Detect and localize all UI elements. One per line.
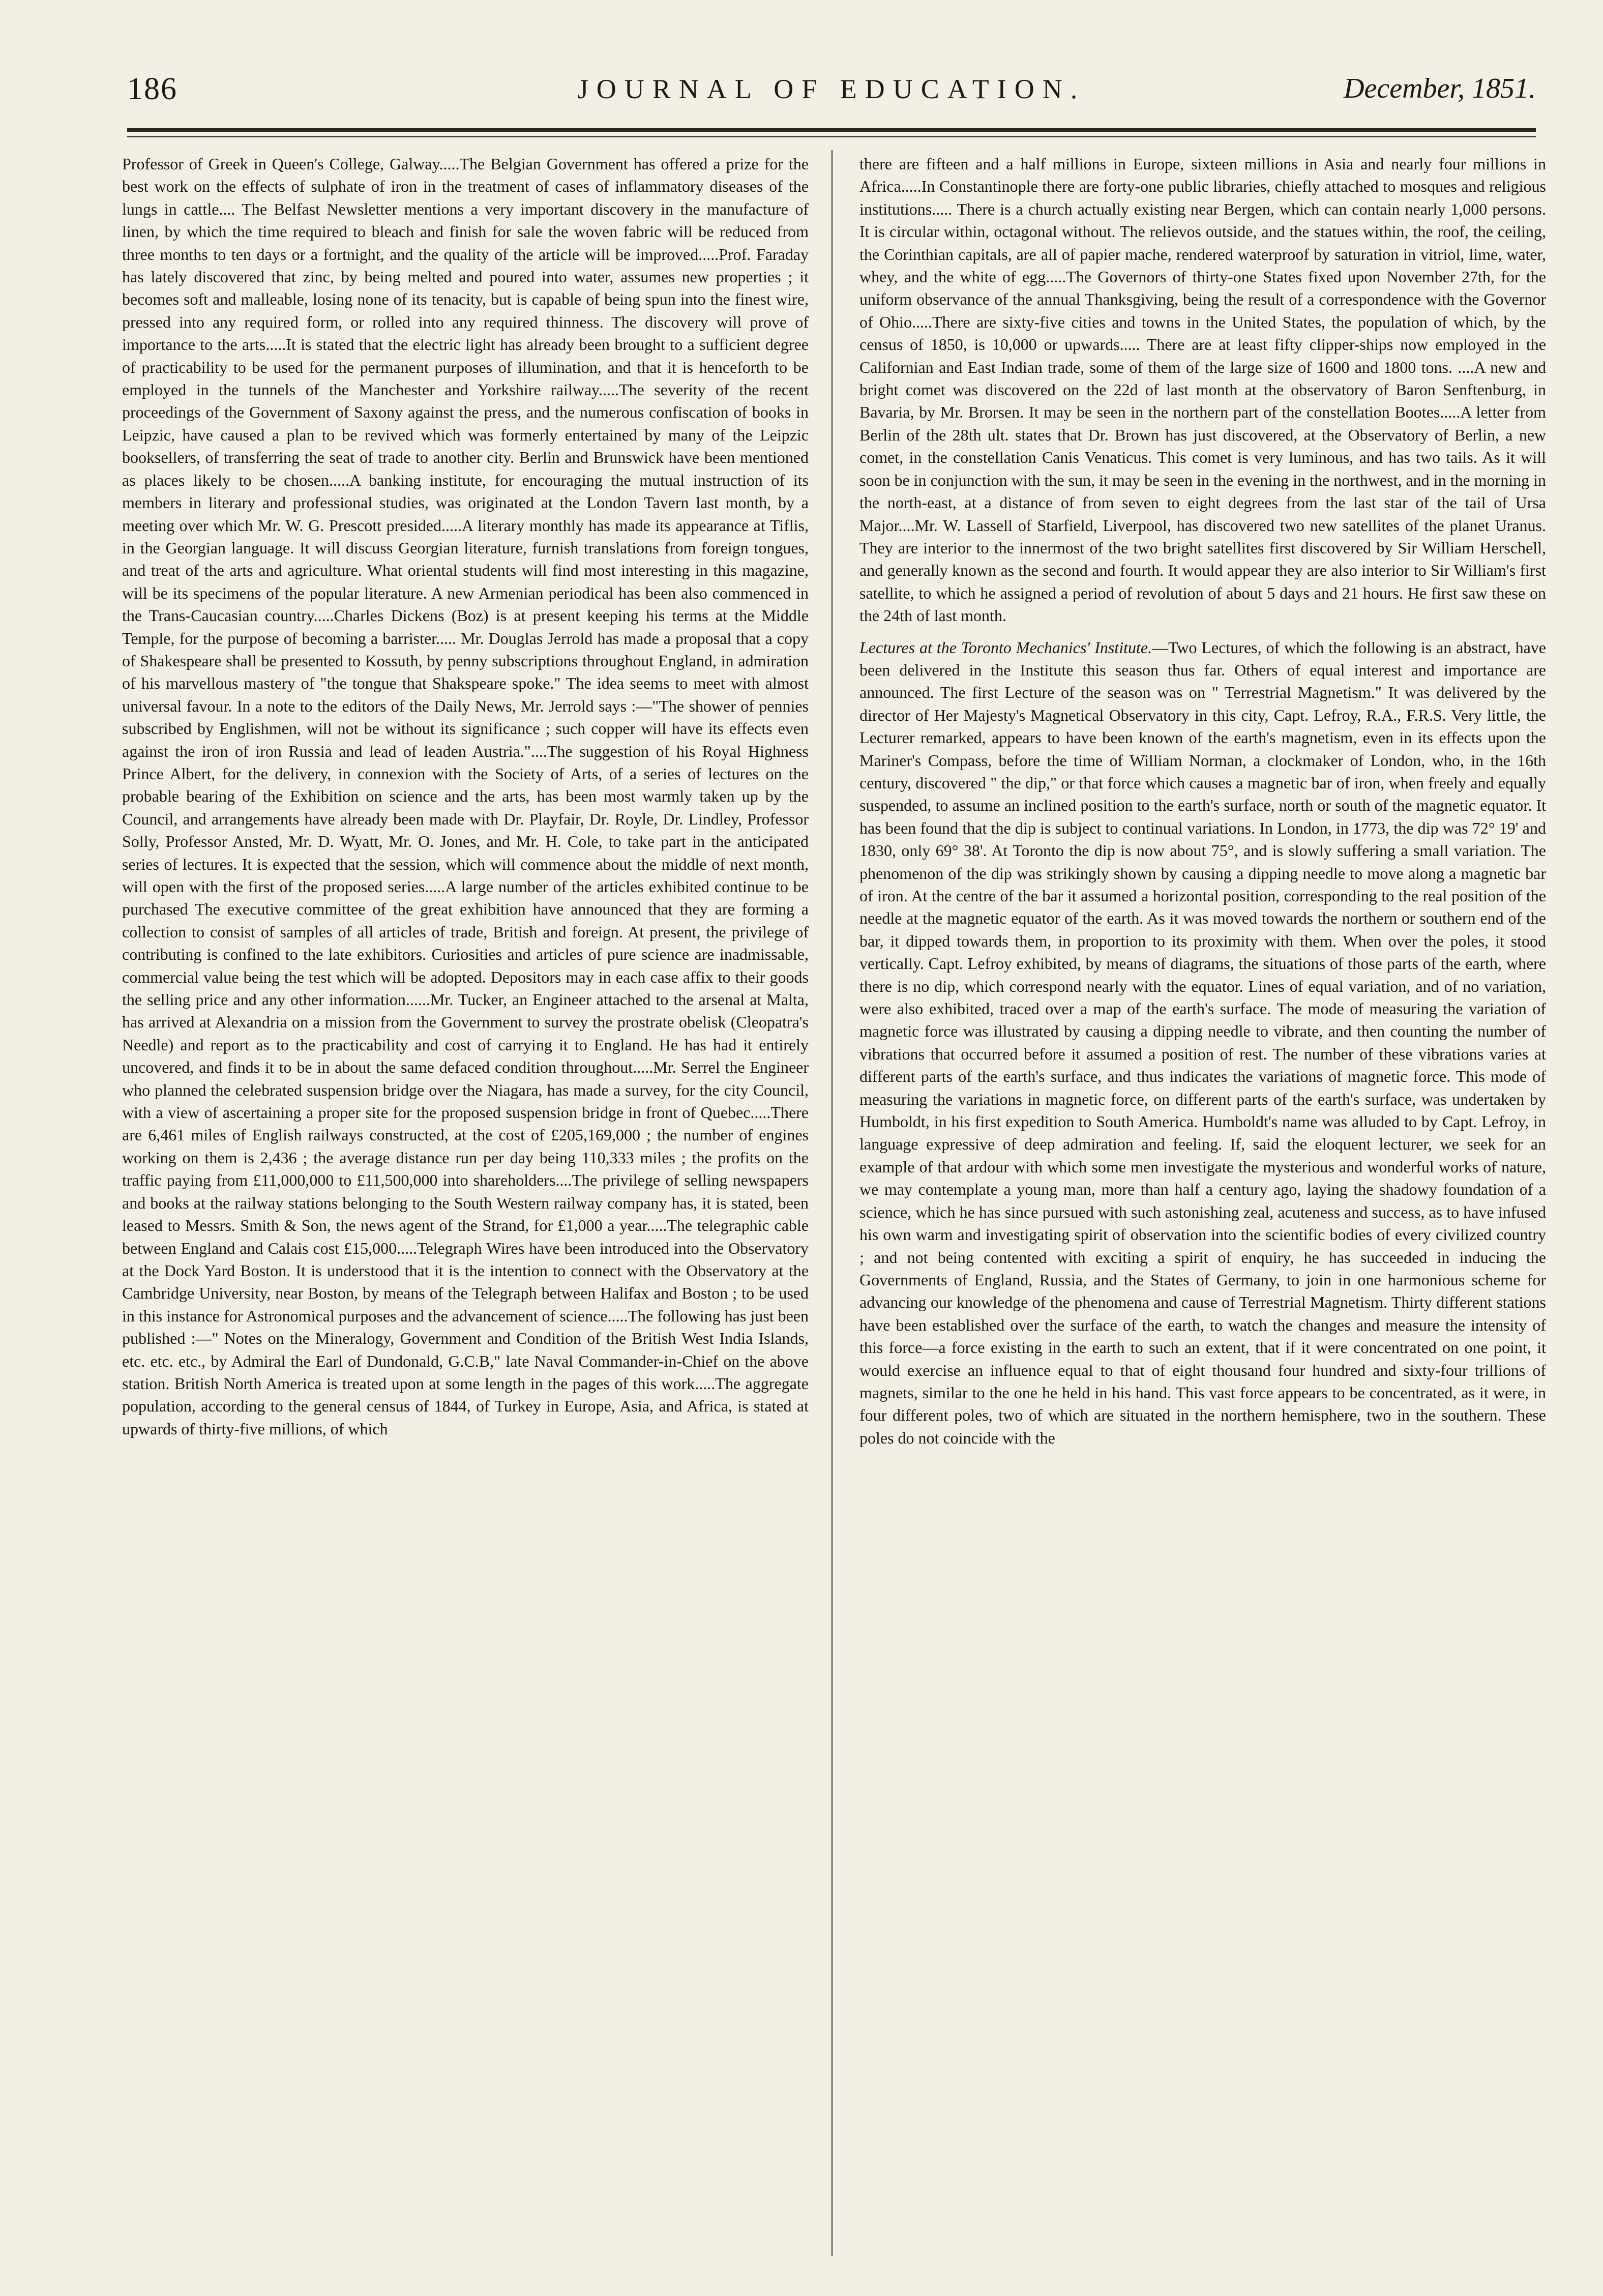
lecture-article	[859, 636, 1546, 1450]
page-number: 186	[127, 72, 177, 106]
right-column	[859, 153, 1546, 2248]
header-rule-thin	[127, 136, 1536, 137]
header-rule-thick	[127, 128, 1536, 132]
lecture-body: —Two Lectures, of which the following is an abstract, have been delivered in the Institute this season thus far. Others of equal interest and importance are announced. The first Lecture of the season was on " Terrestrial Magnetism." It was delivered by the director of Her Majesty's Magnetical Observatory in this city, Capt. Lefroy, R.A., F.R.S. Very little, the Lecturer remarked, appears to have been known of the earth's magnetism, even in its effects upon the Mariner's Compass, before the time of William Norman, a clockmaker of London, who, in the 16th century, discovered " the dip," or that force which causes a magnetic bar of iron, when freely and equally suspended, to assume an inclined position to the earth's surface, north or south of the magnetic equator. It has been found that the dip is subject to continual variations. In London, in 1773, the dip was 72° 19' and 1830, only 69° 38'. At Toronto the dip is now about 75°, and is slowly suffering a small variation. The phenomenon of the dip was strikingly shown by causing a dipping needle to move along a magnetic bar of iron. At the centre of the bar it assumed a horizontal position, corresponding to the real position of the needle at the magnetic equator of the earth. As it was moved towards the northern or southern end of the bar, it dipped towards them, in proportion to its proximity with them. When over the poles, it stood vertically. Capt. Lefroy exhibited, by means of diagrams, the situations of those parts of the earth, where there is no dip, which correspond nearly with the equator. Lines of equal variation, and of no variation, were also exhibited, traced over a map of the earth's surface. The mode of measuring the variation of magnetic force was illustrated by causing a dipping needle to vibrate, and then counting the number of vibrations that occurred before it assumed a position of rest. The number of these vibrations varies at different parts of the earth's surface, and thus indicates the variations of magnetic force. This mode of measuring the variations in magnetic force, on different parts of the earth's surface, was undertaken by Humboldt, in his first expedition to South America. Humboldt's name was alluded to by Capt. Lefroy, in language expressive of deep admiration and feeling. If, said the eloquent lecturer, we seek for an example of that ardour with which some men investigate the mysterious and wonderful works of nature, we may contemplate a young man, more than half a century ago, laying the shadowy foundation of a science, which he has since pursued with such astonishing zeal, acuteness and success, as to have infused his own warm and investigating spirit of observation into the scientific bodies of every civilized country ; and not being contented with exciting a spirit of enquiry, he has succeeded in inducing the Governments of England, Russia, and the States of Germany, to join in one harmonious scheme for advancing our knowledge of the phenomena and cause of Terrestrial Magnetism. Thirty different stations have been established over the surface of the earth, to watch the changes and measure the intensity of this force—a force existing in the earth to such an extent, that if it were concentrated on one point, it would exercise an influence equal to that of eight thousand four hundred and sixty-four trillions of magnets, similar to the one he held in his hand. This vast force appears to be concentrated, as it were, in four different poles, two of which are situated in the northern hemisphere, two in the southern. These poles do not coincide with the	[859, 638, 1546, 1447]
column-divider	[832, 150, 833, 2256]
news-paragraph-continued: there are fifteen and a half millions in Europe, sixteen millions in Asia and nearly four millions in Africa.....In Constantinople there are forty-one public libraries, chiefly attached to mosques and religious institutions..... There is a church actually existing near Bergen, which can contain nearly 1,000 persons. It is circular within, octagonal without. The relievos outside, and the statues within, the roof, the ceiling, the Corinthian capitals, are all of papier mache, rendered waterproof by saturation in vitriol, lime, water, whey, and the white of egg.....The Governors of thirty-one States fixed upon November 27th, for the uniform observance of the annual Thanksgiving, being the result of a correspondence with the Governor of Ohio.....There are sixty-five cities and towns in the United States, the population of which, by the census of 1850, is 10,000 or upwards..... There are at least fifty clipper-ships now employed in the Californian and East Indian trade, some of them of the large size of 1600 and 1800 tons. ....A new and bright comet was discovered on the 22d of last month at the observatory of Baron Senftenburg, in Bavaria, by Mr. Brorsen. It may be seen in the northern part of the constellation Bootes.....A letter from Berlin of the 28th ult. states that Dr. Brown has just discovered, at the Observatory of Berlin, a new comet, in the constellation Canis Venaticus. This comet is very luminous, and has two tails. As it will soon be in conjunction with the sun, it may be seen in the evening in the northwest, and in the morning in the north-east, at a distance of from seven to eight degrees from the last star of the tail of Ursa Major....Mr. W. Lassell of Starfield, Liverpool, has discovered two new satellites of the planet Uranus. They are interior to the innermost of the two bright satellites first discovered by Sir William Herschell, and generally known as the second and fourth. It would appear they are also interior to Sir William's first satellite, to which he assigned a period of revolution of about 5 days and 21 hours. He first saw these on the 24th of last month.	[859, 155, 1546, 625]
lecture-heading: Lectures at the Toronto Mechanics' Institute.	[859, 638, 1152, 657]
issue-date: December, 1851.	[1344, 73, 1536, 104]
running-head	[127, 61, 1536, 117]
journal-title: JOURNAL OF EDUCATION.	[577, 74, 1086, 104]
left-column	[122, 153, 809, 2248]
news-paragraph: Professor of Greek in Queen's College, Galway.....The Belgian Government has offered a prize for the best work on the effects of sulphate of iron in the treatment of cases of inflammatory diseases of the lungs in cattle.... The Belfast Newsletter mentions a very important discovery in the manufacture of linen, by which the time required to bleach and finish for sale the woven fabric will be reduced from three months to ten days or a fortnight, and the quality of the article will be improved.....Prof. Faraday has lately discovered that zinc, by being melted and poured into water, assumes new properties ; it becomes soft and malleable, losing none of its tenacity, but is capable of being spun into the finest wire, pressed into any required form, or rolled into any required thinness. The discovery will prove of importance to the arts.....It is stated that the electric light has already been brought to a sufficient degree of practicability to be used for the permanent purposes of illumination, and that it is henceforth to be employed in the tunnels of the Manchester and Yorkshire railway.....The severity of the recent proceedings of the Government of Saxony against the press, and the numerous confiscation of books in Leipzic, have caused a plan to be revived which was formerly entertained by many of the Leipzic booksellers, of transferring the seat of trade to another city. Berlin and Brunswick have been mentioned as places likely to be chosen.....A banking institute, for encouraging the mutual instruction of its members in literary and professional studies, was originated at the London Tavern last month, by a meeting over which Mr. W. G. Prescott presided.....A literary monthly has made its appearance at Tiflis, in the Georgian language. It will discuss Georgian literature, furnish translations from foreign tongues, and treat of the arts and agriculture. What oriental students will find most interesting in this magazine, will be its specimens of the popular literature. A new Armenian periodical has been also commenced in the Trans-Caucasian country.....Charles Dickens (Boz) is at present keeping his terms at the Middle Temple, for the purpose of becoming a barrister..... Mr. Douglas Jerrold has made a proposal that a copy of Shakespeare shall be presented to Kossuth, by penny subscriptions throughout England, in admiration of his marvellous mastery of "the tongue that Shakspeare spoke." The idea seems to meet with almost universal favour. In a note to the editors of the Daily News, Mr. Jerrold says :—"The shower of pennies subscribed by Englishmen, will not be without its significance ; such copper will have its effects even against the iron of iron Russia and lead of leaden Austria."....The suggestion of his Royal Highness Prince Albert, for the delivery, in connexion with the Society of Arts, of a series of lectures on the probable bearing of the Exhibition on science and the arts, has been most warmly taken up by the Council, and arrangements have already been made with Dr. Playfair, Dr. Royle, Dr. Lindley, Professor Solly, Professor Ansted, Mr. D. Wyatt, Mr. O. Jones, and Mr. H. Cole, to take part in the anticipated series of lectures. It is expected that the session, which will commence about the middle of next month, will open with the first of the proposed series.....A large number of the articles exhibited continue to be purchased The executive committee of the great exhibition have announced that they are forming a collection to consist of samples of all articles of trade, British and foreign. At present, the privilege of contributing is confined to the late exhibitors. Curiosities and articles of pure science are inadmissable, commercial value being the test which will be adopted. Depositors may in each case affix to their goods the selling price and any other information......Mr. Tucker, an Engineer attached to the arsenal at Malta, has arrived at Alexandria on a mission from the Government to survey the prostrate obelisk (Cleopatra's Needle) and report as to the practicability and cost of carrying it to England. He has had it entirely uncovered, and finds it to be in about the same defaced condition throughout.....Mr. Serrel the Engineer who planned the celebrated suspension bridge over the Niagara, has made a survey, for the city Council, with a view of ascertaining a proper site for the proposed suspension bridge in front of Quebec.....There are 6,461 miles of English railways constructed, at the cost of £205,169,000 ; the number of engines working on them is 2,436 ; the average distance run per day being 110,333 miles ; the profits on the traffic paying from £11,000,000 to £11,500,000 into shareholders....The privilege of selling newspapers and books at the railway stations belonging to the South Western railway company has, it is stated, been leased to Messrs. Smith & Son, the news agent of the Strand, for £1,000 a year.....The telegraphic cable between England and Calais cost £15,000.....Telegraph Wires have been introduced into the Observatory at the Dock Yard Boston. It is understood that it is the intention to connect with the Observatory at the Cambridge University, near Boston, by means of the Telegraph between Halifax and Boston ; to be used in this instance for Astronomical purposes and the advancement of science.....The following has just been published :—" Notes on the Mineralogy, Government and Condition of the British West India Islands, etc. etc. etc., by Admiral the Earl of Dundonald, G.C.B," late Naval Commander-in-Chief on the above station. British North America is treated upon at some length in the pages of this work.....The aggregate population, according to the general census of 1844, of Turkey in Europe, Asia, and Africa, is stated at upwards of thirty-five millions, of which	[122, 155, 809, 1438]
